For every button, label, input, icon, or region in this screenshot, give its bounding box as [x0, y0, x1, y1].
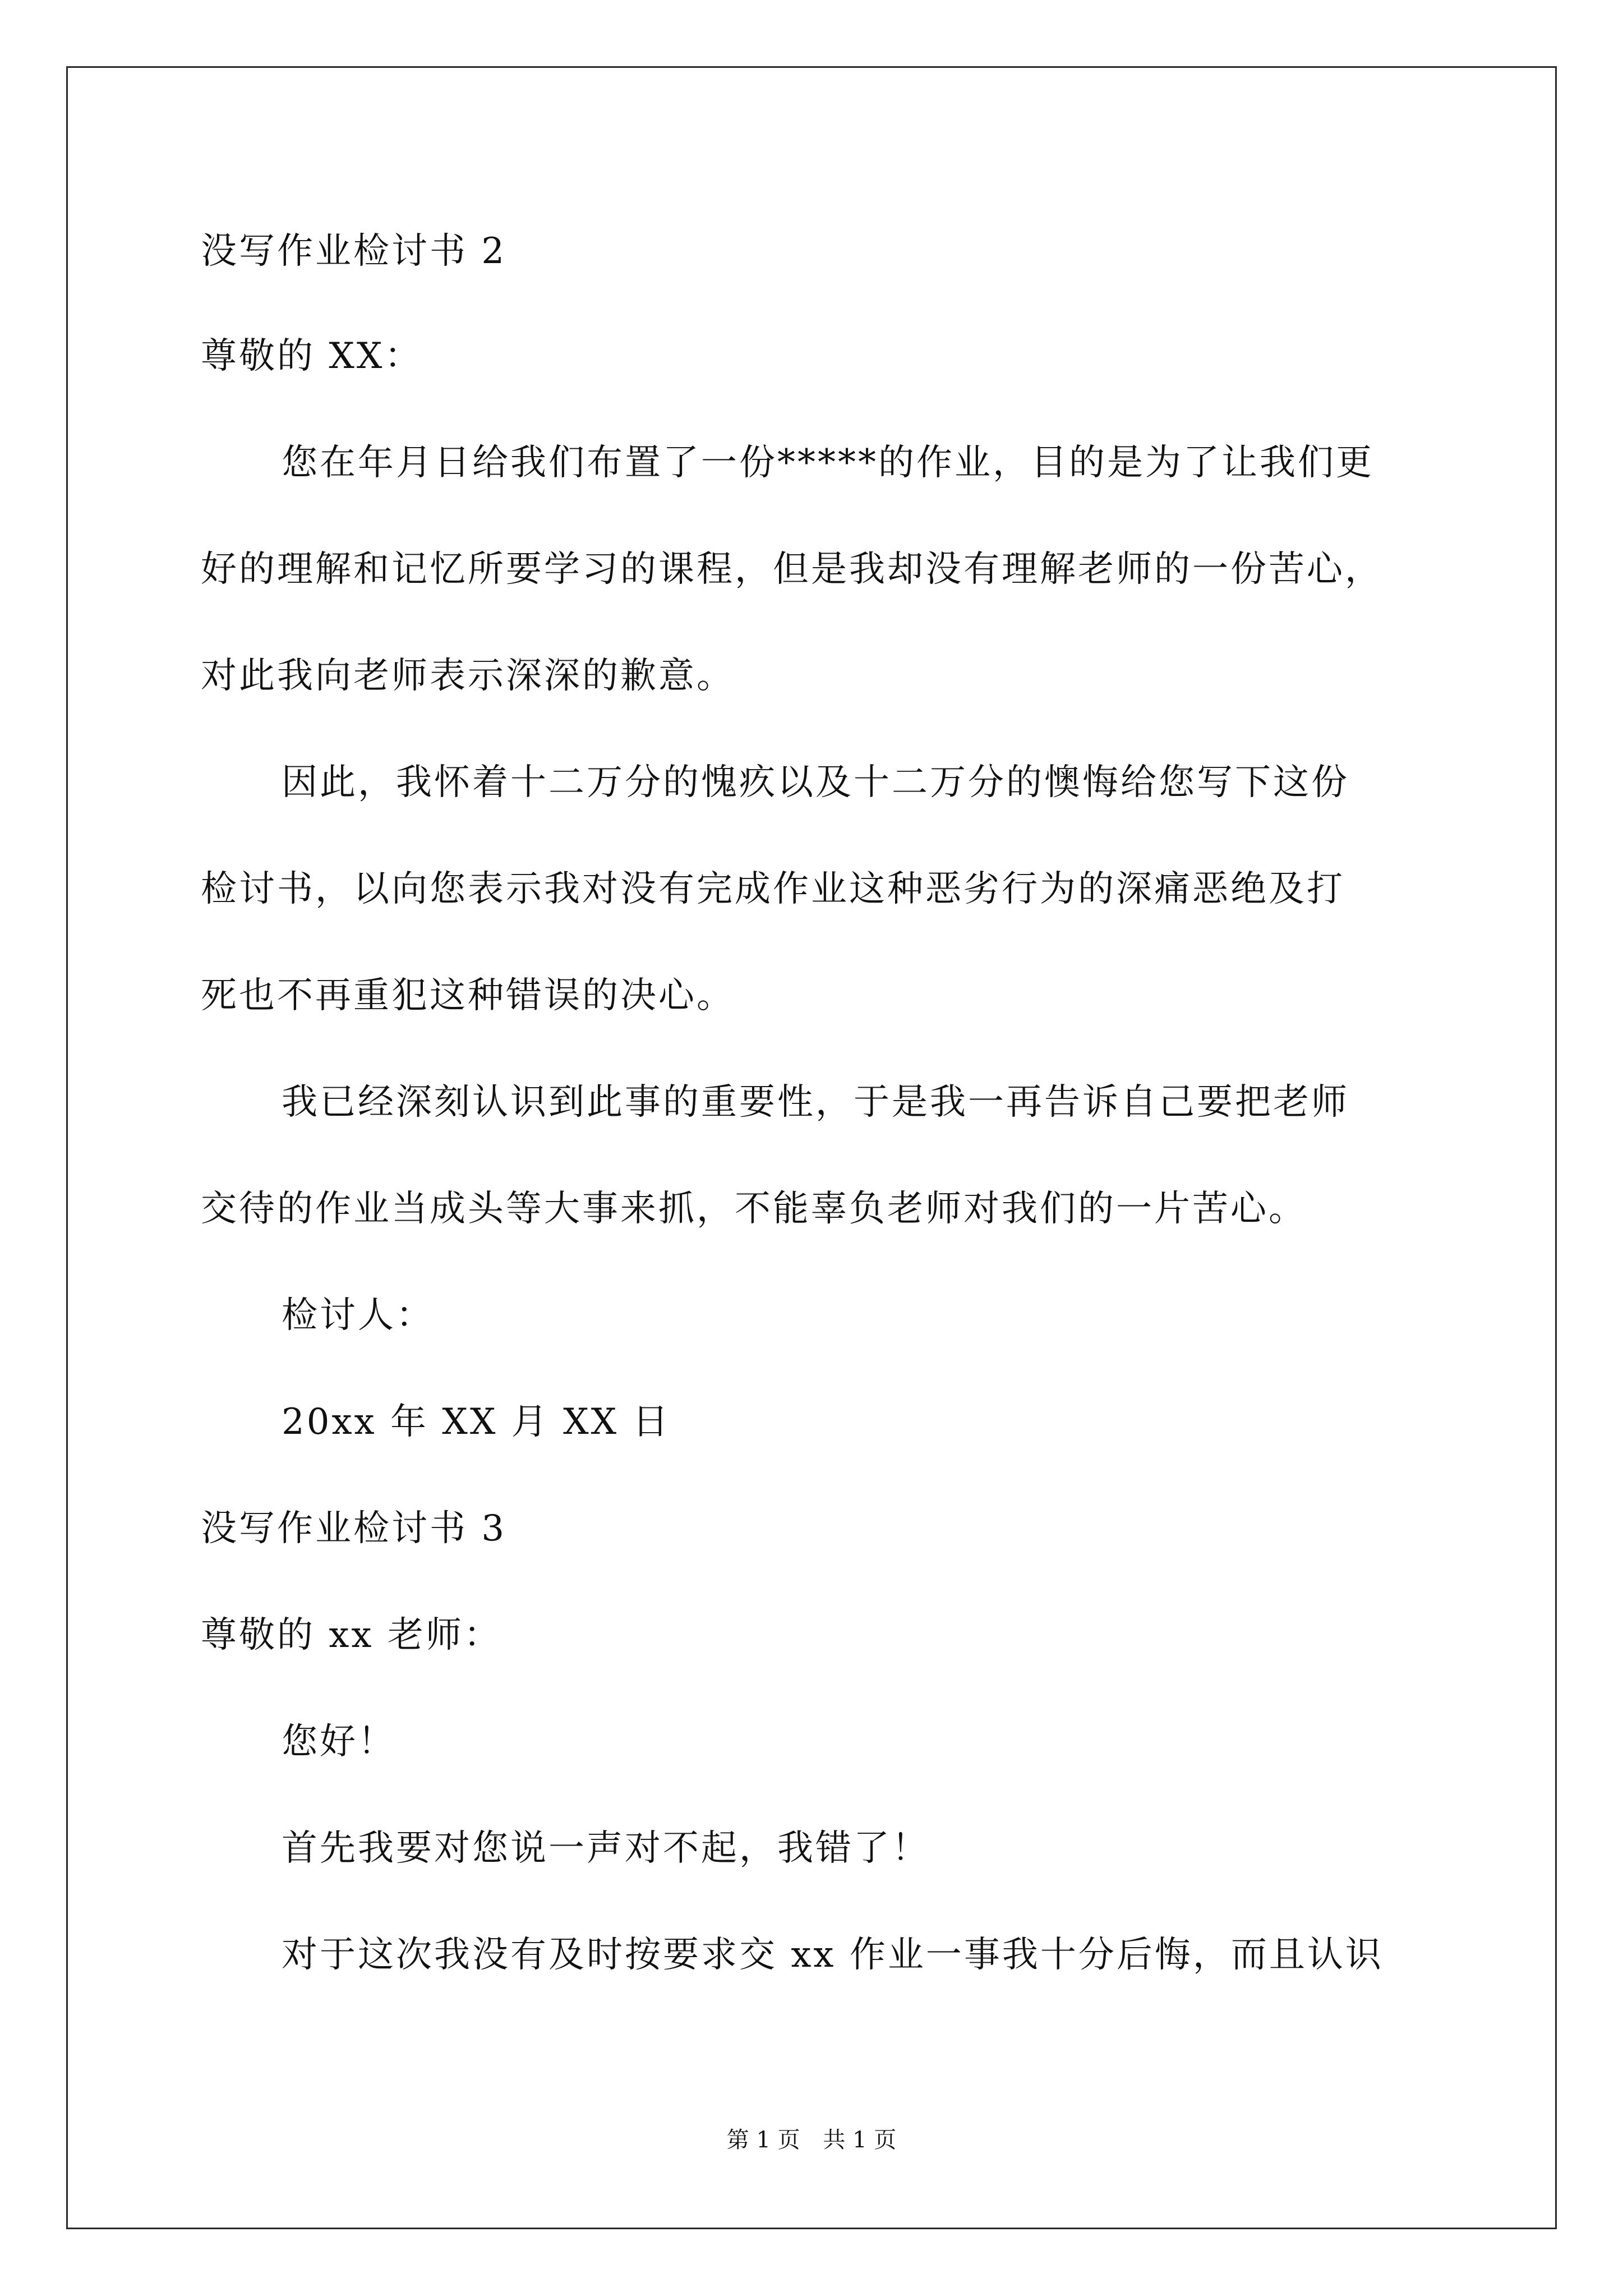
paragraph-1-line-2: 好的理解和记忆所要学习的课程，但是我却没有理解老师的一份苦心， [201, 549, 1383, 590]
page-total: 共 1 页 [823, 2127, 897, 2153]
paragraph-2-line-3: 死也不再重犯这种错误的决心。 [201, 975, 735, 1016]
signature-date: 20xx 年 XX 月 XX 日 [282, 1401, 671, 1443]
apology-line: 首先我要对您说一声对不起，我错了！ [282, 1828, 930, 1869]
paragraph-3-line-1: 我已经深刻认识到此事的重要性，于是我一再告诉自己要把老师 [282, 1082, 1349, 1123]
paragraph-2-line-1: 因此，我怀着十二万分的愧疚以及十二万分的懊悔给您写下这份 [282, 762, 1349, 803]
salutation-2: 尊敬的 xx 老师： [201, 1614, 502, 1656]
heading-letter-2: 没写作业检讨书 2 [201, 231, 507, 272]
page-footer [0, 2126, 1623, 2154]
greeting: 您好！ [282, 1721, 396, 1763]
paragraph-1-line-3: 对此我向老师表示深深的歉意。 [201, 655, 735, 697]
paragraph-4-line-1: 对于这次我没有及时按要求交 xx 作业一事我十分后悔，而且认识 [282, 1934, 1384, 1976]
heading-letter-3: 没写作业检讨书 3 [201, 1508, 507, 1549]
paragraph-2-line-2: 检讨书，以向您表示我对没有完成作业这种恶劣行为的深痛恶绝及打 [201, 868, 1345, 910]
signature-label: 检讨人： [282, 1295, 434, 1336]
paragraph-3-line-2: 交待的作业当成头等大事来抓，不能辜负老师对我们的一片苦心。 [201, 1188, 1307, 1230]
page-frame [66, 66, 1557, 2229]
page-number: 第 1 页 [726, 2127, 800, 2153]
salutation-1: 尊敬的 XX： [201, 335, 423, 377]
paragraph-1-line-1: 您在年月日给我们布置了一份*****的作业，目的是为了让我们更 [282, 442, 1374, 484]
